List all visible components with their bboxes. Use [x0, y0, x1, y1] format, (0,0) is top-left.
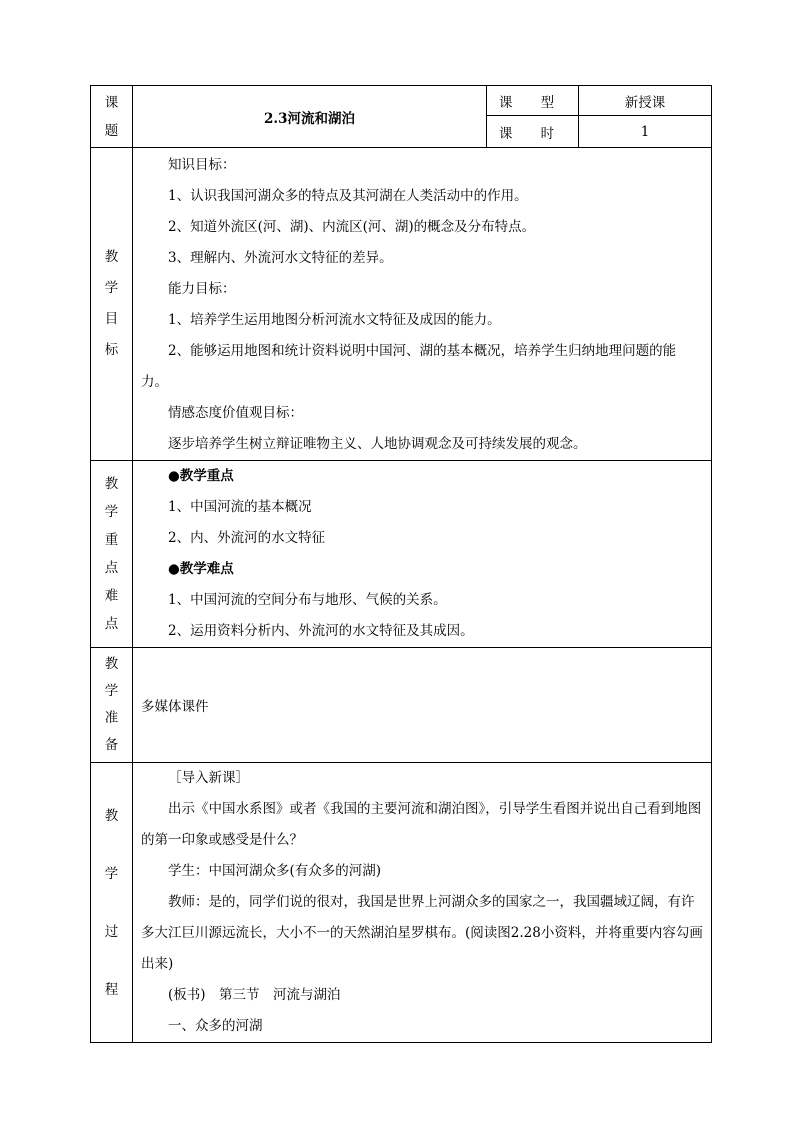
preparation-label-cell — [91, 648, 133, 763]
type-value: 新授课 — [579, 86, 712, 116]
key-item-2: 2、内、外流河的水文特征 — [168, 530, 326, 546]
hours-value: 1 — [579, 116, 712, 148]
prep-label-char-3: 准 — [104, 710, 119, 726]
process-label-char-1: 教 — [104, 807, 119, 824]
difficult-item-1: 1、中国河流的空间分布与地形、气候的关系。 — [168, 592, 447, 608]
key-label-char-3: 重 — [104, 532, 119, 548]
ability-item-2: 2、能够运用地图和统计资料说明中国河、湖的基本概况，培养学生归纳地理问题的能力。 — [141, 343, 677, 390]
objectives-label-char-3: 目 — [104, 311, 119, 327]
knowledge-item-3: 3、理解内、外流河水文特征的差异。 — [168, 250, 393, 266]
emotion-item: 逐步培养学生树立辩证唯物主义、人地协调观念及可持续发展的观念。 — [168, 436, 587, 452]
process-content — [133, 763, 712, 1043]
student-line: 学生：中国河湖众多(有众多的河湖) — [168, 863, 382, 879]
key-points-label-cell — [91, 461, 133, 648]
key-points-content — [133, 461, 712, 648]
key-label-char-5: 难 — [104, 588, 119, 604]
key-points-row — [91, 461, 712, 648]
intro-heading: ［导入新课］ — [168, 770, 249, 786]
subject-label-cell — [91, 86, 133, 148]
ability-item-1: 1、培养学生运用地图分析河流水文特征及成因的能力。 — [168, 312, 501, 328]
difficult-heading: ●教学难点 — [168, 561, 234, 577]
key-label-char-6: 点 — [104, 616, 119, 632]
lesson-title: 2.3河流和湖泊 — [133, 86, 487, 148]
subject-label-char-1: 课 — [104, 94, 119, 111]
subject-label-char-2: 题 — [104, 122, 119, 139]
objectives-label-char-4: 标 — [104, 342, 119, 358]
process-label-char-3: 过 — [104, 923, 119, 940]
objectives-row — [91, 148, 712, 461]
header-row-type — [91, 86, 712, 116]
process-label-char-2: 学 — [104, 865, 119, 882]
ability-heading: 能力目标： — [168, 281, 236, 297]
process-label-cell — [91, 763, 133, 1043]
emotion-heading: 情感态度价值观目标： — [168, 405, 303, 421]
teacher-paragraph: 教师：是的，同学们说的很对，我国是世界上河湖众多的国家之一，我国疆域辽阔，有许多大江巨川源远流长，大小不一的天然湖泊星罗棋布。(阅读图2.28小资料，并将重要内容勾画出来) — [141, 894, 703, 972]
type-label: 课 型 — [487, 86, 579, 116]
lesson-plan-table — [90, 85, 712, 1043]
process-paragraph-1: 出示《中国水系图》或者《我国的主要河流和湖泊图》，引导学生看图并说出自己看到地图的第一印象或感受是什么？ — [141, 801, 702, 848]
key-label-char-4: 点 — [104, 560, 119, 576]
knowledge-item-1: 1、认识我国河湖众多的特点及其河湖在人类活动中的作用。 — [168, 188, 528, 204]
key-label-char-1: 教 — [104, 476, 119, 492]
objectives-label-char-2: 学 — [104, 280, 119, 296]
preparation-row — [91, 648, 712, 763]
key-heading: ●教学重点 — [168, 468, 234, 484]
key-item-1: 1、中国河流的基本概况 — [168, 499, 312, 515]
process-row — [91, 763, 712, 1043]
difficult-item-2: 2、运用资料分析内、外流河的水文特征及其成因。 — [168, 623, 474, 639]
preparation-content: 多媒体课件 — [133, 648, 712, 763]
prep-label-char-4: 备 — [104, 737, 119, 753]
key-label-char-2: 学 — [104, 504, 119, 520]
objectives-label-cell — [91, 148, 133, 461]
objectives-content — [133, 148, 712, 461]
board-line: (板书) 第三节 河流与湖泊 — [168, 987, 341, 1003]
knowledge-heading: 知识目标： — [168, 157, 236, 173]
process-label-char-4: 程 — [104, 981, 119, 998]
section-line: 一、众多的河湖 — [168, 1018, 263, 1034]
hours-label: 课 时 — [487, 116, 579, 148]
objectives-label-char-1: 教 — [104, 249, 119, 265]
knowledge-item-2: 2、知道外流区(河、湖)、内流区(河、湖)的概念及分布特点。 — [168, 219, 536, 235]
prep-label-char-2: 学 — [104, 683, 119, 699]
prep-label-char-1: 教 — [104, 656, 119, 672]
